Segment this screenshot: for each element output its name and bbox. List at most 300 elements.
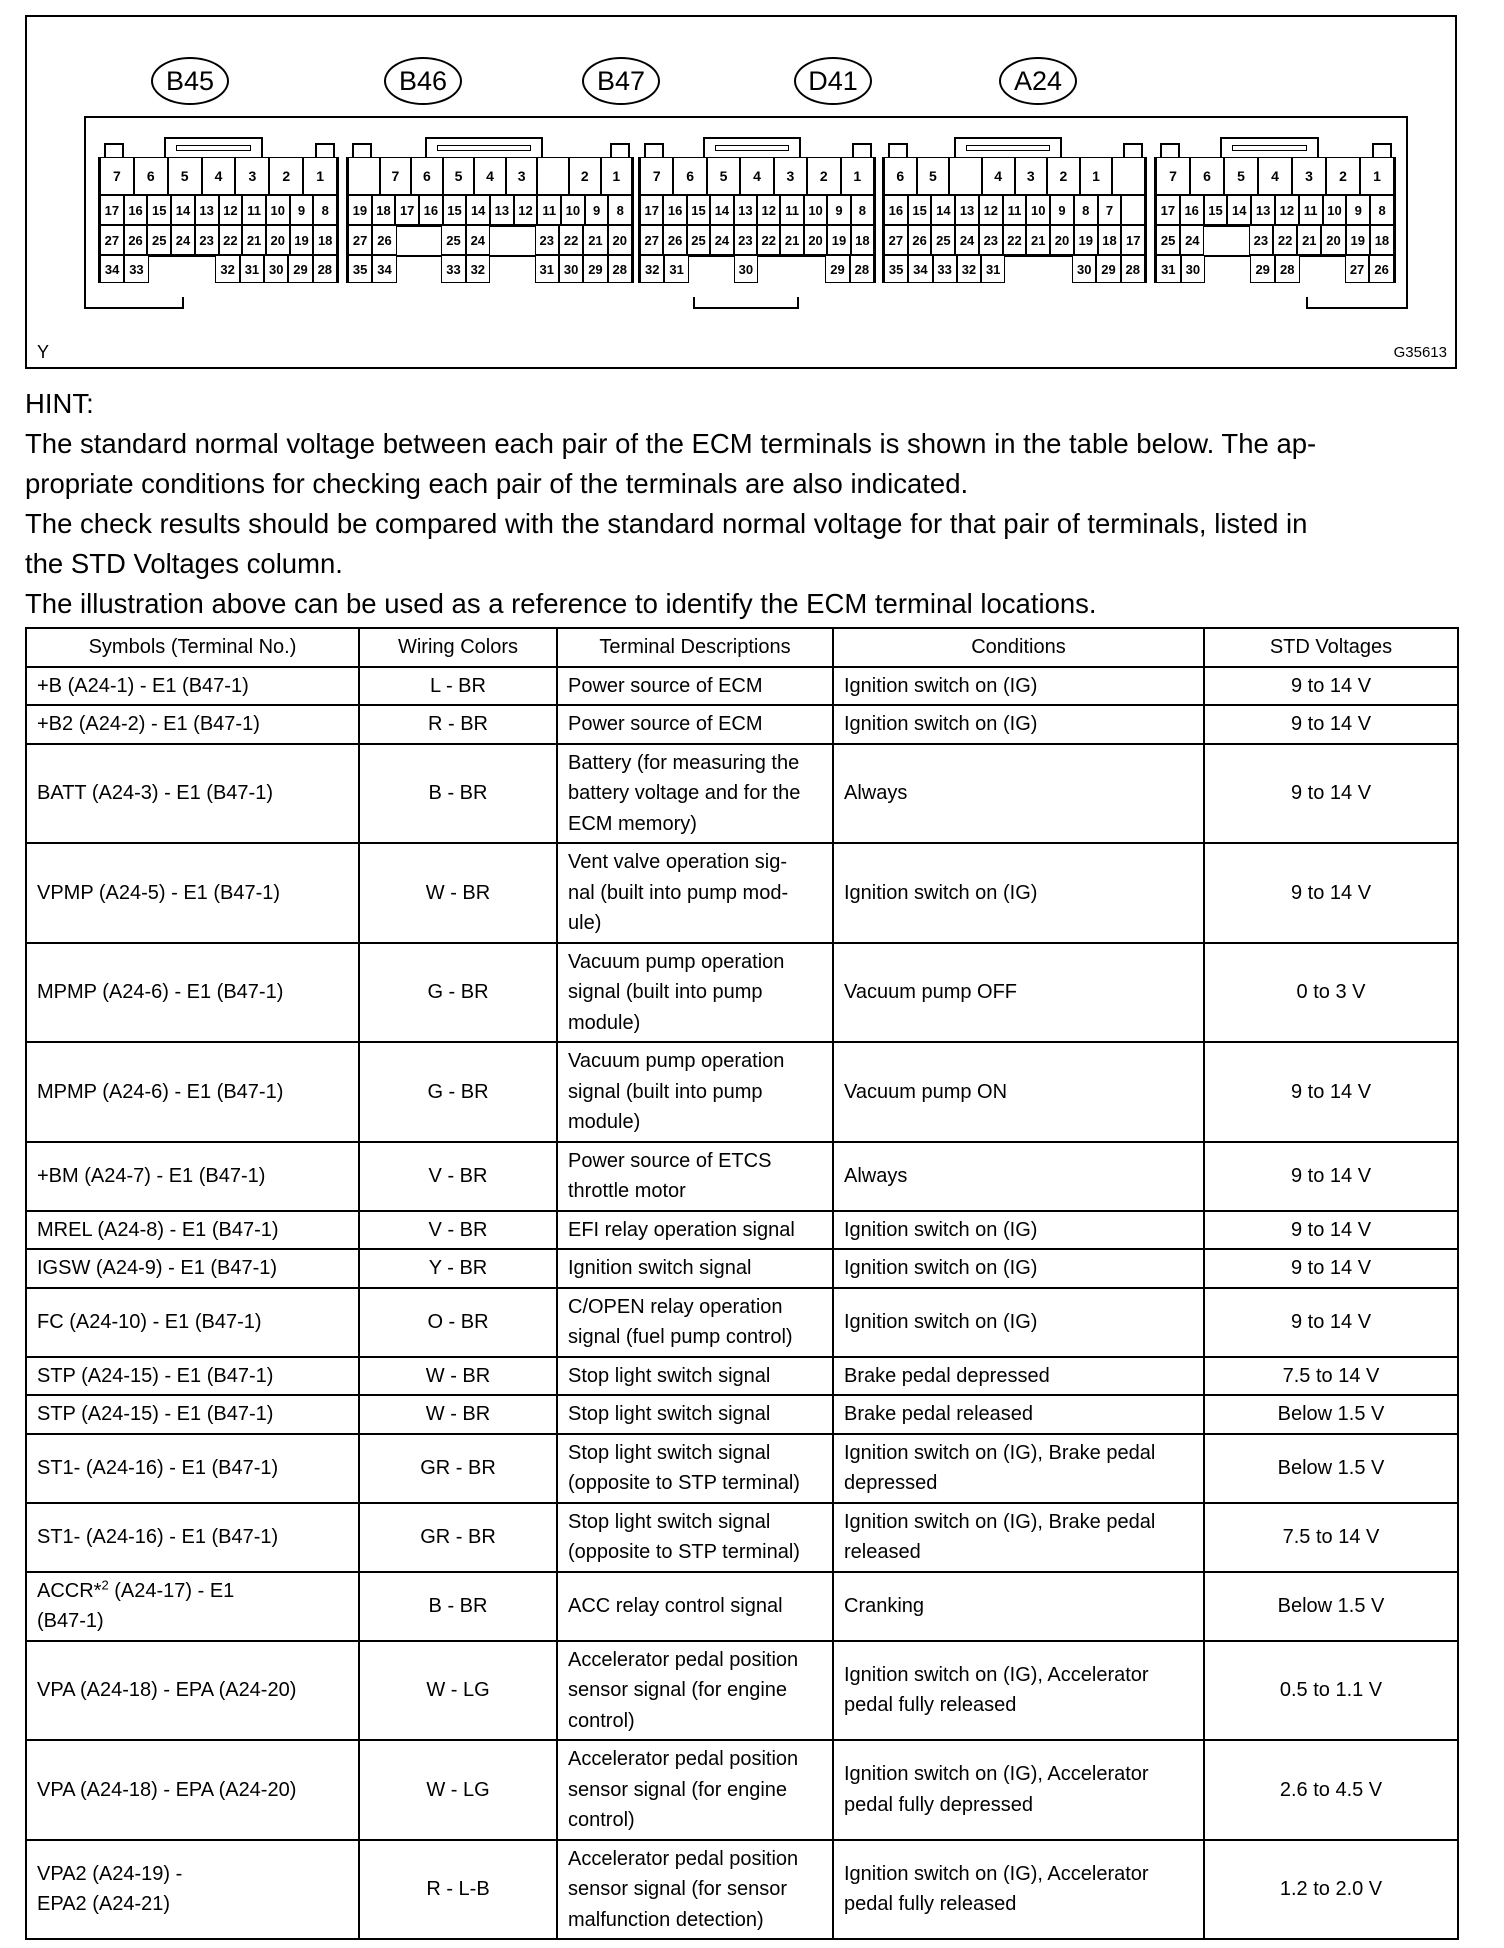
terminal: 30 — [1072, 255, 1096, 283]
terminal: 32 — [215, 255, 239, 283]
terminal-row — [100, 195, 337, 225]
terminal: 24 — [710, 225, 733, 255]
symbol-cell: STP (A24-15) - E1 (B47-1) — [26, 1357, 359, 1396]
terminal: 22 — [757, 225, 780, 255]
table-header-row — [26, 628, 1458, 667]
symbol-cell: STP (A24-15) - E1 (B47-1) — [26, 1395, 359, 1434]
terminal: 17 — [640, 195, 663, 225]
connector-latch — [703, 137, 801, 159]
symbol-cell: ST1- (A24-16) - E1 (B47-1) — [26, 1434, 359, 1503]
wiring-color-cell: GR - BR — [359, 1503, 557, 1572]
table-row — [26, 1288, 1458, 1357]
terminal: 27 — [640, 225, 663, 255]
header-terminal-descriptions: Terminal Descriptions — [557, 628, 833, 667]
condition-cell: Ignition switch on (IG) — [833, 1288, 1204, 1357]
terminal: 15 — [687, 195, 710, 225]
terminal: 1 — [601, 157, 633, 195]
terminal: 8 — [851, 195, 874, 225]
wiring-color-cell: W - LG — [359, 1740, 557, 1840]
terminal: 24 — [1180, 225, 1204, 255]
description-cell: Stop light switch signal (opposite to STP terminal) — [557, 1434, 833, 1503]
voltage-cell: Below 1.5 V — [1204, 1572, 1458, 1641]
voltage-cell: 1.2 to 2.0 V — [1204, 1840, 1458, 1940]
terminal: 3 — [1292, 157, 1326, 195]
terminal: 32 — [466, 255, 490, 283]
wiring-color-cell: GR - BR — [359, 1434, 557, 1503]
terminal: 10 — [1323, 195, 1347, 225]
symbol-cell: +B2 (A24-2) - E1 (B47-1) — [26, 705, 359, 744]
terminal-gap — [803, 255, 825, 283]
terminal: 19 — [290, 225, 314, 255]
wiring-color-cell: O - BR — [359, 1288, 557, 1357]
terminal: 26 — [908, 225, 932, 255]
description-cell: EFI relay operation signal — [557, 1211, 833, 1250]
description-cell: Stop light switch signal (opposite to STP terminal) — [557, 1503, 833, 1572]
housing-clip — [1306, 297, 1408, 309]
terminal: 16 — [663, 195, 686, 225]
terminal: 25 — [1156, 225, 1180, 255]
symbol-cell: IGSW (A24-9) - E1 (B47-1) — [26, 1249, 359, 1288]
voltage-cell: 9 to 14 V — [1204, 1288, 1458, 1357]
terminal-gap — [397, 225, 419, 255]
terminal: 3 — [235, 157, 269, 195]
terminal: 13 — [195, 195, 219, 225]
terminal: 22 — [559, 225, 583, 255]
voltage-cell: 9 to 14 V — [1204, 1211, 1458, 1250]
condition-cell: Ignition switch on (IG) — [833, 705, 1204, 744]
terminal: 5 — [443, 157, 475, 195]
terminal: 9 — [290, 195, 314, 225]
terminal: 7 — [1156, 157, 1190, 195]
terminal: 31 — [1156, 255, 1181, 283]
wiring-color-cell: B - BR — [359, 744, 557, 844]
terminal: 31 — [535, 255, 559, 283]
terminal: 1 — [303, 157, 337, 195]
terminal: 25 — [687, 225, 710, 255]
terminal: 30 — [559, 255, 583, 283]
symbol-cell: MPMP (A24-6) - E1 (B47-1) — [26, 943, 359, 1043]
terminal: 14 — [171, 195, 195, 225]
terminal: 13 — [955, 195, 979, 225]
terminal-gap — [419, 225, 441, 255]
terminal: 18 — [1098, 225, 1122, 255]
terminal: 12 — [219, 195, 243, 225]
terminal: 19 — [1346, 225, 1370, 255]
terminal: 2 — [807, 157, 840, 195]
terminal: 31 — [664, 255, 688, 283]
terminal: 11 — [537, 195, 561, 225]
terminal: 20 — [1050, 225, 1074, 255]
terminal-gap — [490, 255, 512, 283]
terminal: 35 — [348, 255, 372, 283]
terminal: 19 — [348, 195, 372, 225]
terminal: 33 — [933, 255, 957, 283]
condition-cell: Ignition switch on (IG) — [833, 1211, 1204, 1250]
terminal: 18 — [372, 195, 396, 225]
terminal: 17 — [1156, 195, 1180, 225]
terminal: 12 — [979, 195, 1003, 225]
connector-latch — [954, 137, 1062, 159]
terminal: 27 — [884, 225, 908, 255]
hint-line: propriate conditions for checking each pair of the terminals are also indicated. — [25, 468, 969, 499]
wiring-color-cell: Y - BR — [359, 1249, 557, 1288]
table-row — [26, 1840, 1458, 1940]
terminal: 28 — [1121, 255, 1145, 283]
terminal: 20 — [804, 225, 827, 255]
symbol-cell: ACCR*$^2$ (A24-17) - E1 (B47-1) — [26, 1572, 359, 1641]
condition-cell: Ignition switch on (IG), Accelerator pedal fully released — [833, 1641, 1204, 1741]
terminal: 6 — [673, 157, 706, 195]
hint-line: the STD Voltages column. — [25, 548, 343, 579]
wiring-color-cell: W - BR — [359, 1357, 557, 1396]
wiring-color-cell: V - BR — [359, 1211, 557, 1250]
terminal: 26 — [372, 225, 396, 255]
terminal: 29 — [583, 255, 607, 283]
terminal-row — [348, 195, 632, 225]
table-row — [26, 744, 1458, 844]
table-row — [26, 843, 1458, 943]
connector-latch — [425, 137, 543, 159]
header-conditions: Conditions — [833, 628, 1204, 667]
terminal: 4 — [202, 157, 236, 195]
condition-cell: Vacuum pump OFF — [833, 943, 1204, 1043]
terminal: 28 — [1275, 255, 1300, 283]
terminal: 28 — [608, 255, 632, 283]
terminal: 25 — [147, 225, 171, 255]
hint-text — [25, 384, 1465, 624]
terminal-gap — [171, 255, 193, 283]
condition-cell: Cranking — [833, 1572, 1204, 1641]
symbol-cell: VPA (A24-18) - EPA (A24-20) — [26, 1641, 359, 1741]
voltage-cell: 9 to 14 V — [1204, 843, 1458, 943]
description-cell: Power source of ETCS throttle motor — [557, 1142, 833, 1211]
terminal: 4 — [1258, 157, 1292, 195]
terminal: 23 — [1249, 225, 1273, 255]
terminal: 15 — [908, 195, 932, 225]
terminal: 15 — [1204, 195, 1228, 225]
terminal: 33 — [124, 255, 148, 283]
description-cell: Accelerator pedal position sensor signal (for engine control) — [557, 1641, 833, 1741]
terminal-gap — [780, 255, 802, 283]
hint-line: The standard normal voltage between each pair of the ECM terminals is shown in the table below. The ap- — [25, 428, 1317, 459]
terminal: 20 — [1321, 225, 1345, 255]
terminal: 14 — [1227, 195, 1251, 225]
terminal: 16 — [884, 195, 908, 225]
connector-b46 — [346, 157, 634, 283]
terminal: 11 — [1003, 195, 1027, 225]
condition-cell: Vacuum pump ON — [833, 1042, 1204, 1142]
terminal: 8 — [313, 195, 337, 225]
condition-cell: Ignition switch on (IG), Brake pedal released — [833, 1503, 1204, 1572]
connector-label-a24: A24 — [999, 57, 1077, 105]
terminal: 26 — [124, 225, 148, 255]
terminal: 25 — [931, 225, 955, 255]
terminal: 2 — [569, 157, 601, 195]
terminal-gap — [512, 225, 534, 255]
terminal: 10 — [561, 195, 585, 225]
symbol-cell: +BM (A24-7) - E1 (B47-1) — [26, 1142, 359, 1211]
ecm-connector-illustration — [25, 15, 1457, 369]
terminal-gap — [149, 255, 171, 283]
terminal: 16 — [1180, 195, 1204, 225]
terminal: 18 — [313, 225, 337, 255]
terminal-gap — [193, 255, 215, 283]
connector-label-b47: B47 — [582, 57, 660, 105]
condition-cell: Ignition switch on (IG), Accelerator pedal fully released — [833, 1840, 1204, 1940]
terminal: 13 — [490, 195, 514, 225]
description-cell: Stop light switch signal — [557, 1395, 833, 1434]
symbol-cell: VPA2 (A24-19) - EPA2 (A24-21) — [26, 1840, 359, 1940]
voltage-cell: 9 to 14 V — [1204, 1142, 1458, 1211]
terminal: 29 — [1096, 255, 1120, 283]
terminal: 22 — [1003, 225, 1027, 255]
connector-b47 — [638, 157, 876, 283]
terminal: 31 — [240, 255, 264, 283]
terminal-row — [640, 157, 874, 195]
terminal: 1 — [841, 157, 874, 195]
voltage-cell: 7.5 to 14 V — [1204, 1503, 1458, 1572]
terminal: 17 — [1121, 225, 1145, 255]
table-row — [26, 943, 1458, 1043]
terminal-gap — [512, 255, 534, 283]
wiring-color-cell: R - L-B — [359, 1840, 557, 1940]
voltage-cell: 9 to 14 V — [1204, 744, 1458, 844]
connector-latch — [1220, 137, 1319, 159]
wiring-color-cell: G - BR — [359, 1042, 557, 1142]
terminal: 33 — [441, 255, 465, 283]
terminal: 2 — [1047, 157, 1080, 195]
terminal: 12 — [757, 195, 780, 225]
terminal: 16 — [419, 195, 443, 225]
terminal-gap — [1322, 255, 1345, 283]
terminal: 28 — [850, 255, 874, 283]
terminal: 16 — [124, 195, 148, 225]
terminal: 31 — [981, 255, 1005, 283]
condition-cell: Ignition switch on (IG), Brake pedal depressed — [833, 1434, 1204, 1503]
terminal: 34 — [372, 255, 396, 283]
terminal: 13 — [1251, 195, 1275, 225]
condition-cell: Always — [833, 1142, 1204, 1211]
connector-label-d41: D41 — [794, 57, 872, 105]
table-row — [26, 1740, 1458, 1840]
condition-cell: Always — [833, 744, 1204, 844]
terminal-row — [1156, 157, 1394, 195]
ecm-voltage-table — [25, 627, 1459, 1940]
terminal: 32 — [957, 255, 981, 283]
terminal: 3 — [1015, 157, 1048, 195]
terminal: 21 — [1026, 225, 1050, 255]
terminal: 11 — [1299, 195, 1323, 225]
terminal: 9 — [1050, 195, 1074, 225]
connector-label-b45: B45 — [151, 57, 229, 105]
terminal-row — [640, 225, 874, 255]
voltage-cell: 2.6 to 4.5 V — [1204, 1740, 1458, 1840]
condition-cell: Brake pedal released — [833, 1395, 1204, 1434]
voltage-cell: 9 to 14 V — [1204, 1249, 1458, 1288]
terminal: 6 — [134, 157, 168, 195]
terminal: 4 — [982, 157, 1015, 195]
terminal: 13 — [734, 195, 757, 225]
voltage-cell: Below 1.5 V — [1204, 1434, 1458, 1503]
table-row — [26, 1503, 1458, 1572]
terminal: 24 — [171, 225, 195, 255]
terminal: 7 — [380, 157, 412, 195]
terminal: 29 — [825, 255, 849, 283]
wiring-color-cell: W - LG — [359, 1641, 557, 1741]
terminal-gap — [1228, 255, 1251, 283]
terminal-row — [1156, 195, 1394, 225]
terminal: 26 — [1369, 255, 1394, 283]
description-cell: Accelerator pedal position sensor signal (for sensor malfunction detection) — [557, 1840, 833, 1940]
table-row — [26, 1211, 1458, 1250]
terminal: 23 — [195, 225, 219, 255]
terminal: 9 — [1346, 195, 1370, 225]
terminal-row — [884, 225, 1145, 255]
terminal: 23 — [979, 225, 1003, 255]
terminal: 12 — [1275, 195, 1299, 225]
symbol-cell: MPMP (A24-6) - E1 (B47-1) — [26, 1042, 359, 1142]
terminal: 5 — [917, 157, 950, 195]
terminal — [348, 157, 380, 195]
terminal-gap — [1005, 255, 1027, 283]
terminal: 5 — [1224, 157, 1258, 195]
terminal: 24 — [466, 225, 490, 255]
terminal: 4 — [740, 157, 773, 195]
terminal: 22 — [1273, 225, 1297, 255]
voltage-cell: Below 1.5 V — [1204, 1395, 1458, 1434]
description-cell: Battery (for measuring the battery voltage and for the ECM memory) — [557, 744, 833, 844]
connector-b45 — [98, 157, 339, 283]
terminal: 18 — [1370, 225, 1394, 255]
voltage-cell: 9 to 14 V — [1204, 667, 1458, 706]
voltage-cell: 9 to 14 V — [1204, 1042, 1458, 1142]
terminal: 11 — [242, 195, 266, 225]
terminal: 6 — [1190, 157, 1224, 195]
terminal: 7 — [1098, 195, 1122, 225]
terminal — [949, 157, 982, 195]
terminal: 10 — [266, 195, 290, 225]
terminal: 22 — [219, 225, 243, 255]
terminal: 7 — [640, 157, 673, 195]
terminal — [1112, 157, 1145, 195]
symbol-cell: ST1- (A24-16) - E1 (B47-1) — [26, 1503, 359, 1572]
hint-line: The illustration above can be used as a reference to identify the ECM terminal locations. — [25, 588, 1097, 619]
symbol-cell: BATT (A24-3) - E1 (B47-1) — [26, 744, 359, 844]
figure-code: G35613 — [1393, 344, 1447, 361]
symbol-cell: MREL (A24-8) - E1 (B47-1) — [26, 1211, 359, 1250]
hint-line: HINT: — [25, 388, 94, 419]
terminal: 30 — [264, 255, 288, 283]
voltage-cell: 0 to 3 V — [1204, 943, 1458, 1043]
connector-label-b46: B46 — [384, 57, 462, 105]
wiring-color-cell: V - BR — [359, 1142, 557, 1211]
table-row — [26, 1641, 1458, 1741]
connector-d41 — [882, 157, 1147, 283]
terminal: 14 — [466, 195, 490, 225]
terminal: 8 — [1074, 195, 1098, 225]
table-row — [26, 1434, 1458, 1503]
terminal: 26 — [663, 225, 686, 255]
terminal: 14 — [710, 195, 733, 225]
wiring-color-cell: W - BR — [359, 1395, 557, 1434]
terminal: 9 — [827, 195, 850, 225]
terminal: 18 — [851, 225, 874, 255]
terminal: 1 — [1080, 157, 1113, 195]
connector-latch — [164, 137, 263, 159]
terminal: 6 — [884, 157, 917, 195]
terminal: 21 — [242, 225, 266, 255]
terminal — [537, 157, 569, 195]
terminal: 21 — [1297, 225, 1321, 255]
connector-a24 — [1154, 157, 1396, 283]
terminal-row — [884, 255, 1145, 283]
terminal-gap — [1227, 225, 1249, 255]
terminal: 24 — [955, 225, 979, 255]
terminal-gap — [1204, 225, 1226, 255]
description-cell: Vent valve operation sig- nal (built into pump mod- ule) — [557, 843, 833, 943]
terminal: 20 — [266, 225, 290, 255]
wiring-color-cell: L - BR — [359, 667, 557, 706]
terminal: 27 — [100, 225, 124, 255]
terminal: 30 — [734, 255, 758, 283]
terminal-gap — [1205, 255, 1228, 283]
description-cell: Vacuum pump operation signal (built into pump module) — [557, 943, 833, 1043]
voltage-cell: 0.5 to 1.1 V — [1204, 1641, 1458, 1741]
terminal: 23 — [734, 225, 757, 255]
description-cell: Accelerator pedal position sensor signal (for engine control) — [557, 1740, 833, 1840]
terminal: 19 — [1074, 225, 1098, 255]
terminal-gap — [490, 225, 512, 255]
table-row — [26, 1572, 1458, 1641]
hint-line: The check results should be compared with the standard normal voltage for that pair of terminals, listed in — [25, 508, 1308, 539]
terminal-row — [884, 195, 1145, 225]
terminal: 35 — [884, 255, 908, 283]
terminal: 17 — [395, 195, 419, 225]
terminal: 15 — [443, 195, 467, 225]
terminal: 28 — [313, 255, 337, 283]
terminal: 12 — [514, 195, 538, 225]
voltage-cell: 7.5 to 14 V — [1204, 1357, 1458, 1396]
housing-clip — [693, 297, 799, 309]
terminal-row — [348, 255, 632, 283]
wiring-color-cell: B - BR — [359, 1572, 557, 1641]
terminal-row — [100, 255, 337, 283]
terminal-row — [640, 195, 874, 225]
description-cell: Power source of ECM — [557, 667, 833, 706]
description-cell: Vacuum pump operation signal (built into pump module) — [557, 1042, 833, 1142]
terminal-row — [1156, 225, 1394, 255]
terminal-row — [884, 157, 1145, 195]
terminal: 9 — [585, 195, 609, 225]
description-cell: Stop light switch signal — [557, 1357, 833, 1396]
terminal: 5 — [707, 157, 740, 195]
terminal-gap — [419, 255, 441, 283]
terminal: 10 — [804, 195, 827, 225]
terminal: 34 — [100, 255, 124, 283]
terminal-row — [348, 225, 632, 255]
description-cell: Power source of ECM — [557, 705, 833, 744]
terminal: 21 — [583, 225, 607, 255]
terminal-gap — [758, 255, 780, 283]
terminal-gap — [1300, 255, 1323, 283]
terminal: 3 — [774, 157, 807, 195]
header-std-voltages: STD Voltages — [1204, 628, 1458, 667]
terminal: 30 — [1181, 255, 1206, 283]
footnote-marker: 2 — [101, 1576, 109, 1592]
voltage-cell: 9 to 14 V — [1204, 705, 1458, 744]
terminal: 11 — [780, 195, 803, 225]
table-row — [26, 1142, 1458, 1211]
